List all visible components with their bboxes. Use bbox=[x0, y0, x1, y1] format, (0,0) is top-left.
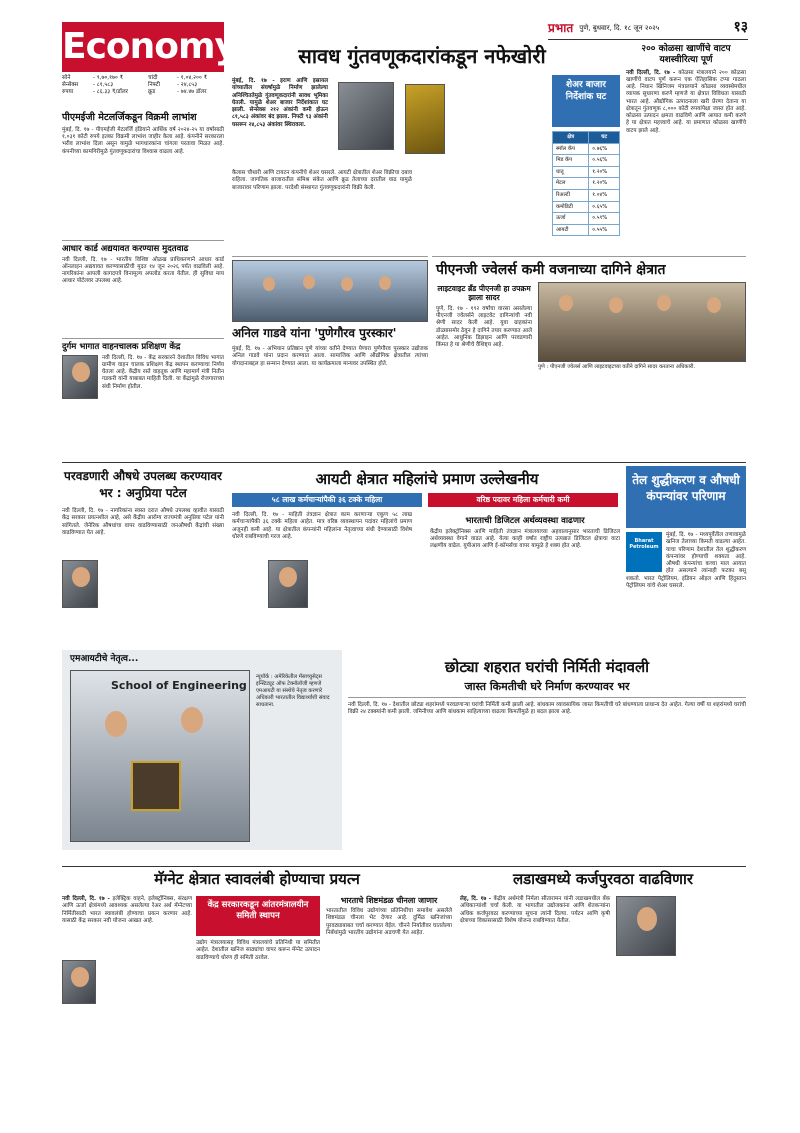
coal-title: २०० कोळसा खाणींचे वाटप यशस्वीरित्या पूर्ण bbox=[641, 44, 731, 66]
market-story2-body: कैलास चौथारी आणि टायटन कंपनीचे शेअर घसरले. आयटी क्षेत्रातील शेअर विक्रीचा दबाव राहिला. जागतिक बाजारातील संमिश्र संकेत आणि क्रूड तेलाच्या दरातील वाढ यामुळे बाजारावर परिणाम झाला. परदेशी संस्थागत गुंतवणूकदारांनी विक्री केली. bbox=[232, 170, 412, 191]
bull-photo bbox=[405, 84, 445, 154]
digital-title: भारताची डिजिटल अर्थव्यवस्था वाढणार bbox=[465, 516, 585, 526]
png-subtitle: लाइटवाइट ब्रँड पीएनजी हा उपक्रम झाला सादर bbox=[437, 284, 531, 303]
china-title: भारताचे शिष्टमंडळ चीनला जाणार bbox=[340, 896, 438, 905]
oil-title: तेल शुद्धीकरण व औषधी कंपन्यांवर परिणाम bbox=[626, 466, 746, 528]
coal-dateline: नवी दिल्ली, दि. १७ - bbox=[626, 69, 676, 76]
ladakh-title: लडाखमध्ये कर्जपुरवठा वाढविणार bbox=[512, 870, 694, 888]
digital-body: केंद्रीय इलेक्ट्रॉनिक्स आणि माहिती तंत्रज्ञान मंत्रालयाच्या अहवालानुसार भारताची डिजिटल अर्थव्यवस्था वेगाने वाढत आहे. येत्या काही वर्षांत राष्ट्रीय उत्पन्नात डिजिटल क्षेत्राचा वाटा लक्षणीय वाढेल. युपीआय आणि ई-कॉमर्सचा वापर यामुळे हे शक्य होत आहे. bbox=[430, 528, 620, 550]
main-headline: सावध गुंतवणूकदारांकडून नफेखोरी bbox=[298, 44, 546, 68]
it-women-band-2: वरिष्ठ पदावर महिला कर्मचारी कमी bbox=[428, 493, 618, 507]
bpcl-logo: Bharat Petroleum bbox=[626, 532, 662, 572]
oil-body: मुंबई, दि. १७ - मध्यपूर्वेतील तणावामुळे खनिज तेलाच्या किमती वाढल्या आहेत. याचा परिणाम देशातील तेल शुद्धीकरण कंपन्यांवर होण्याची शक्यता आहे. औषधी कंपन्यांचा कच्चा माल आयात होत असल्याने त्यांनाही फटका बसू शकतो. भारत पेट्रोलियम, इंडियन ऑइल आणि हिंदुस्तान पेट्रोलियम यांचे शेअर घसरले. bbox=[626, 532, 746, 589]
png-body: पुणे, दि. १७ - १९२ वर्षांचा वारसा असलेल्या पीएनजी ज्वेलर्सने लाइटवेट दागिन्यांची नवी श्रेणी सादर केली आहे. युवा ग्राहकांना डोळ्यासमोर ठेवून हे दागिने तयार करण्यात आले आहेत. आधुनिक डिझाइन आणि परवडणारी किंमत हे या श्रेणीचे वैशिष्ट्य आहे. bbox=[436, 305, 532, 349]
award-body: मुंबई, दि. १७ - अभियान प्रतिष्ठान पुणे यांच्या वतीने देण्यात येणारा पुणेगौरव पुरस्कार उद्योजक अनिल गाडवे यांना प्रदान करण्यात आला. सामाजिक आणि औद्योगिक क्षेत्रातील त्यांच्या योगदानाबद्दल हा सन्मान देण्यात आला. या कार्यक्रमाला मान्यवर उपस्थित होते. bbox=[232, 346, 428, 367]
png-article bbox=[436, 284, 532, 351]
committee-body: उद्योग मंत्रालयासह विविध मंत्रालयांचे प्रतिनिधी या समितीत आहेत. देशातील खनिज साठ्यांचा वापर करून मॅग्नेट उत्पादन वाढविण्याचे धोरण ही समिती ठरवेल. bbox=[196, 940, 320, 961]
paper-name: प्रभात bbox=[548, 20, 574, 35]
ladakh-dateline: लेह, दि. १७ - bbox=[460, 896, 492, 902]
market-story-2 bbox=[232, 170, 412, 194]
steel-title: पीएमईजी मेटलर्जिकडून विक्रमी लाभांश bbox=[62, 112, 197, 123]
oil-article bbox=[626, 532, 746, 592]
sector-box-title: शेअर बाजार निर्देशांक घट bbox=[552, 75, 620, 127]
magnet-article bbox=[62, 896, 192, 927]
gadkari-photo bbox=[62, 355, 98, 399]
market-story bbox=[232, 78, 328, 131]
section-logo: Economy bbox=[62, 22, 224, 72]
steel-body: मुंबई, दि. १७ - पीएमईजी मेटलर्जि इंडियाने आर्थिक वर्ष २०२४-२५ या वर्षासाठी १,०३१ कोटी रुपये इतका विक्रमी लाभांश जाहीर केला आहे. कंपनीने सरकारला भरीव लाभांश दिला असून यामुळे भागधारकांना चांगला परतावा मिळत आहे. कंपनीच्या कामगिरीमुळे गुंतवणूकदारांचा विश्वास वाढला आहे. bbox=[62, 126, 224, 155]
award-title: अनिल गाडवे यांना 'पुणेगौरव पुरस्कार' bbox=[232, 326, 397, 340]
digital-article bbox=[430, 516, 620, 552]
mit-photo bbox=[70, 670, 250, 842]
anupriya-article bbox=[62, 508, 224, 539]
training-article bbox=[62, 342, 224, 401]
mit-label: एमआयटीचे नेतृत्व... bbox=[70, 654, 139, 664]
award-article bbox=[232, 346, 428, 370]
stock-exchange-photo bbox=[338, 82, 394, 150]
magnet-title: मॅग्नेट क्षेत्रात स्वावलंबी होण्याचा प्रयत्न bbox=[154, 870, 360, 888]
training-body: नवी दिल्ली, दि. १७ - केंद्र सरकारने देशातील विविध भागात ग्रामीण वाहन चालक प्रशिक्षण केंद्र स्थापन करण्याचा निर्णय घेतला आहे. केंद्रीय रस्ते वाहतूक आणि महामार्ग मंत्री नितीन गडकरी यांनी याबाबत माहिती दिली. या केंद्रांमुळे रोजगाराच्या संधी निर्माण होतील. bbox=[102, 354, 224, 390]
page-number: १३ bbox=[733, 19, 748, 36]
table-row: रिअल्टी १.०४% bbox=[553, 190, 620, 202]
table-row: मेटल १.२०% bbox=[553, 178, 620, 190]
training-title: दुर्गम भागात वाहनचालक प्रशिक्षण केंद्र bbox=[62, 342, 181, 352]
dateline: पुणे, बुधवार, दि. १८ जून २०२५ bbox=[579, 23, 660, 32]
market-ticker: सोने - ९,७०,१७० ₹ चांदी - १,०४,२०० ₹ सेन्सेक्स - ८१,५८३ निफ्टी - २४,८५३ रुपया - ८६.३३ ₹/डॉलर क्रूड - ७४.४७ डॉलर bbox=[62, 75, 208, 95]
table-row: कमोडिटी ०.६५% bbox=[553, 201, 620, 213]
table-row: धातू १.२०% bbox=[553, 166, 620, 178]
anupriya-title: परवडणारी औषधे उपलब्ध करण्यावर भर : अनुप्रिया पटेल bbox=[64, 469, 222, 500]
table-row: स्मॉल कॅप ०.७६% bbox=[553, 143, 620, 155]
png-caption: पुणे : पीएनजी ज्वेलर्स आणि लाइटवाइटच्या वतीने दागिने सादर करताना अधिकारी. bbox=[538, 364, 696, 370]
market-story-body: मुंबई, दि. १७ - इराण आणि इस्रायल यांच्यातील संघर्षामुळे निर्माण झालेल्या अनिश्चिततेमुळे गुंतवणूकदारांनी सावध भूमिका घेतली. यामुळे शेअर बाजार निर्देशांकात घट झाली. सेन्सेक्स २१२ अंकांनी कमी होऊन ८१,५८३ अंकांवर बंद झाला. निफ्टी ९३ अंकांनी घसरून २४,८५३ अंकांवर स्थिरावला. bbox=[232, 78, 328, 128]
it-women-title: आयटी क्षेत्रात महिलांचे प्रमाण उल्लेखनीय bbox=[315, 470, 539, 488]
png-photo bbox=[538, 282, 746, 362]
magnet-photo bbox=[62, 960, 96, 1004]
school-sign: School of Engineering bbox=[111, 679, 247, 692]
ladakh-article bbox=[460, 896, 610, 927]
housing-body: नवी दिल्ली, दि. १७ - देशातील छोट्या शहरांमध्ये परवडणाऱ्या घरांची निर्मिती कमी झाली आहे. बांधकाम व्यावसायिक जास्त किमतीची घरे बांधण्याला प्राधान्य देत आहेत. गेल्या वर्षी या शहरांमध्ये घरांची विक्री २४ टक्क्यांनी कमी झाली. जमिनीच्या आणि बांधकाम साहित्याच्या वाढत्या किमतींमुळे हा बदल झाला आहे. bbox=[348, 702, 746, 716]
table-row: ऊर्जा ०.५९% bbox=[553, 213, 620, 225]
aadhaar-title: आधार कार्ड अद्ययावत करण्यास मुदतवाढ bbox=[62, 244, 189, 254]
table-row: मिड कॅप ०.५६% bbox=[553, 155, 620, 167]
page-header bbox=[548, 18, 748, 38]
coal-article bbox=[626, 44, 746, 137]
it-women-band-1: ५८ लाख कर्मचाऱ्यांपैकी ३६ टक्के महिला bbox=[232, 493, 422, 507]
committee-title: केंद्र सरकारकडून आंतरमंत्रालयीन समिती स्थापन bbox=[196, 896, 320, 936]
it-women-photo bbox=[268, 560, 308, 608]
table-row: आयटी ०.५५% bbox=[553, 224, 620, 236]
png-title: पीएनजी ज्वेलर्स कमी वजनाच्या दागिने क्षेत्रात bbox=[436, 262, 666, 278]
mit-caption: न्यूयॉर्क : अमेरिकेतील मॅसाच्युसेट्स इन्स्टिट्यूट ऑफ टेक्नॉलॉजी म्हणजे एमआयटी या संस्थेचे नेतृत्व करणारे अधिकारी भारतातील विद्यार्थ्यांशी संवाद साधताना. bbox=[256, 674, 330, 708]
housing-title: छोट्या शहरात घरांची निर्मिती मंदावली bbox=[444, 658, 650, 676]
aadhaar-article bbox=[62, 244, 224, 288]
committee-article bbox=[196, 940, 320, 964]
anupriya-photo bbox=[62, 560, 98, 608]
coal-body: कोळसा मंत्रालयाने २०० कोळसा खाणींचे वाटप पूर्ण करून एक ऐतिहासिक टप्पा गाठला आहे. निधान खिनिजम मंत्रालयाने कोळसा व्यवस्थेमधील व्यापक सुधारणा करणे म्हणजे या क्षेत्रात विविधता यासाठी भारत आहे. औद्योगिक उत्पादनाला खरी प्रेरणा देताना या क्षेत्रातून गुंतवणूक ८,००० कोटी रुपयांपेक्षा जास्त होत आहे. कोळसा उत्पादन क्षमता वाढविणे आणि आयात कमी करणे हे या क्षेत्रात महत्त्वाचे आहे. या प्रमाणात कोळसा खाणींचे वाटप झाले आहे. bbox=[626, 69, 746, 134]
it-women-article bbox=[232, 512, 412, 543]
ladakh-body: केंद्रीय अर्थमंत्री निर्मला सीतारामन यांनी लडाखमधील बँक अधिकाऱ्यांशी चर्चा केली. या भागातील उद्योजकांना आणि शेतकऱ्यांना अधिक कर्जपुरवठा करण्याच्या सूचना त्यांनी दिल्या. पर्यटन आणि कृषी क्षेत्राच्या विकासासाठी विशेष योजना राबविण्यात येतील. bbox=[460, 896, 611, 924]
magnet-dateline: नवी दिल्ली, दि. १७ - bbox=[62, 896, 110, 902]
china-body: भारतातील विविध उद्योगांच्या प्रतिनिधींचा समावेश असलेले शिष्टमंडळ चीनला भेट देणार आहे. दुर्मिळ खनिजांच्या पुरवठ्याबाबत चर्चा करण्यात येईल. चीनने निर्यातीवर घातलेल्या निर्बंधांमुळे भारतीय उद्योगांना अडचणी येत आहेत. bbox=[326, 908, 452, 936]
anupriya-body: नवी दिल्ली, दि. १७ - नागरिकांना स्वस्त दरात औषधे उपलब्ध व्हावीत यासाठी केंद्र सरकार प्रयत्नशील आहे, असे केंद्रीय आरोग्य राज्यमंत्री अनुप्रिया पटेल यांनी सांगितले. जेनेरिक औषधांचा वापर वाढविण्यासाठी जनऔषधी केंद्रांची संख्या वाढविण्यात येत आहे. bbox=[62, 508, 224, 536]
housing-article bbox=[348, 702, 746, 719]
aadhaar-body: नवी दिल्ली, दि. १७ - भारतीय विशिष्ट ओळख प्राधिकरणाने आधार कार्ड ऑनलाइन अद्ययावत करण्यासाठीची मुदत १४ जून २०२६ पर्यंत वाढविली आहे. नागरिकांना आपली कागदपत्रे विनामूल्य अपलोड करता येतील. ही सुविधा माय आधार पोर्टलवर उपलब्ध आहे. bbox=[62, 256, 224, 285]
it-women-body: नवी दिल्ली, दि. १७ - माहिती तंत्रज्ञान क्षेत्रात काम करणाऱ्या एकूण ५८ लाख कर्मचाऱ्यांपैकी ३६ टक्के महिला आहेत. मात्र वरिष्ठ व्यवस्थापन पदांवर महिलांचे प्रमाण अजूनही कमी आहे. या क्षेत्रातील कंपन्यांनी महिलांना नेतृत्वाच्या संधी देण्यासाठी विशेष धोरणे राबविण्याची गरज आहे. bbox=[232, 512, 412, 540]
award-photo bbox=[232, 260, 428, 322]
magnet-body: इलेक्ट्रिक वाहने, इलेक्ट्रॉनिक्स, संरक्षण आणि ऊर्जा क्षेत्रांमध्ये आवश्यक असलेल्या रेअर अर्थ मॅग्नेटच्या निर्मितीसाठी भारत स्वावलंबी होण्याचा प्रयत्न करणार आहे. यासाठी केंद्र सरकार नवी योजना आखत आहे. bbox=[62, 896, 192, 924]
housing-subtitle: जास्त किमतीची घरे निर्माण करण्यावर भर bbox=[464, 680, 630, 693]
china-article bbox=[326, 896, 452, 939]
steel-article bbox=[62, 112, 224, 158]
sector-table: क्षेत्र घट स्मॉल कॅप ०.७६% मिड कॅप ०.५६% धातू १.२०% मेटल १.२०% रिअल्टी १.०४% कमोडिटी ०.६५% ऊर्जा ०.५९% आयटी ०.५५% bbox=[552, 131, 620, 236]
sitharaman-photo bbox=[616, 896, 676, 956]
